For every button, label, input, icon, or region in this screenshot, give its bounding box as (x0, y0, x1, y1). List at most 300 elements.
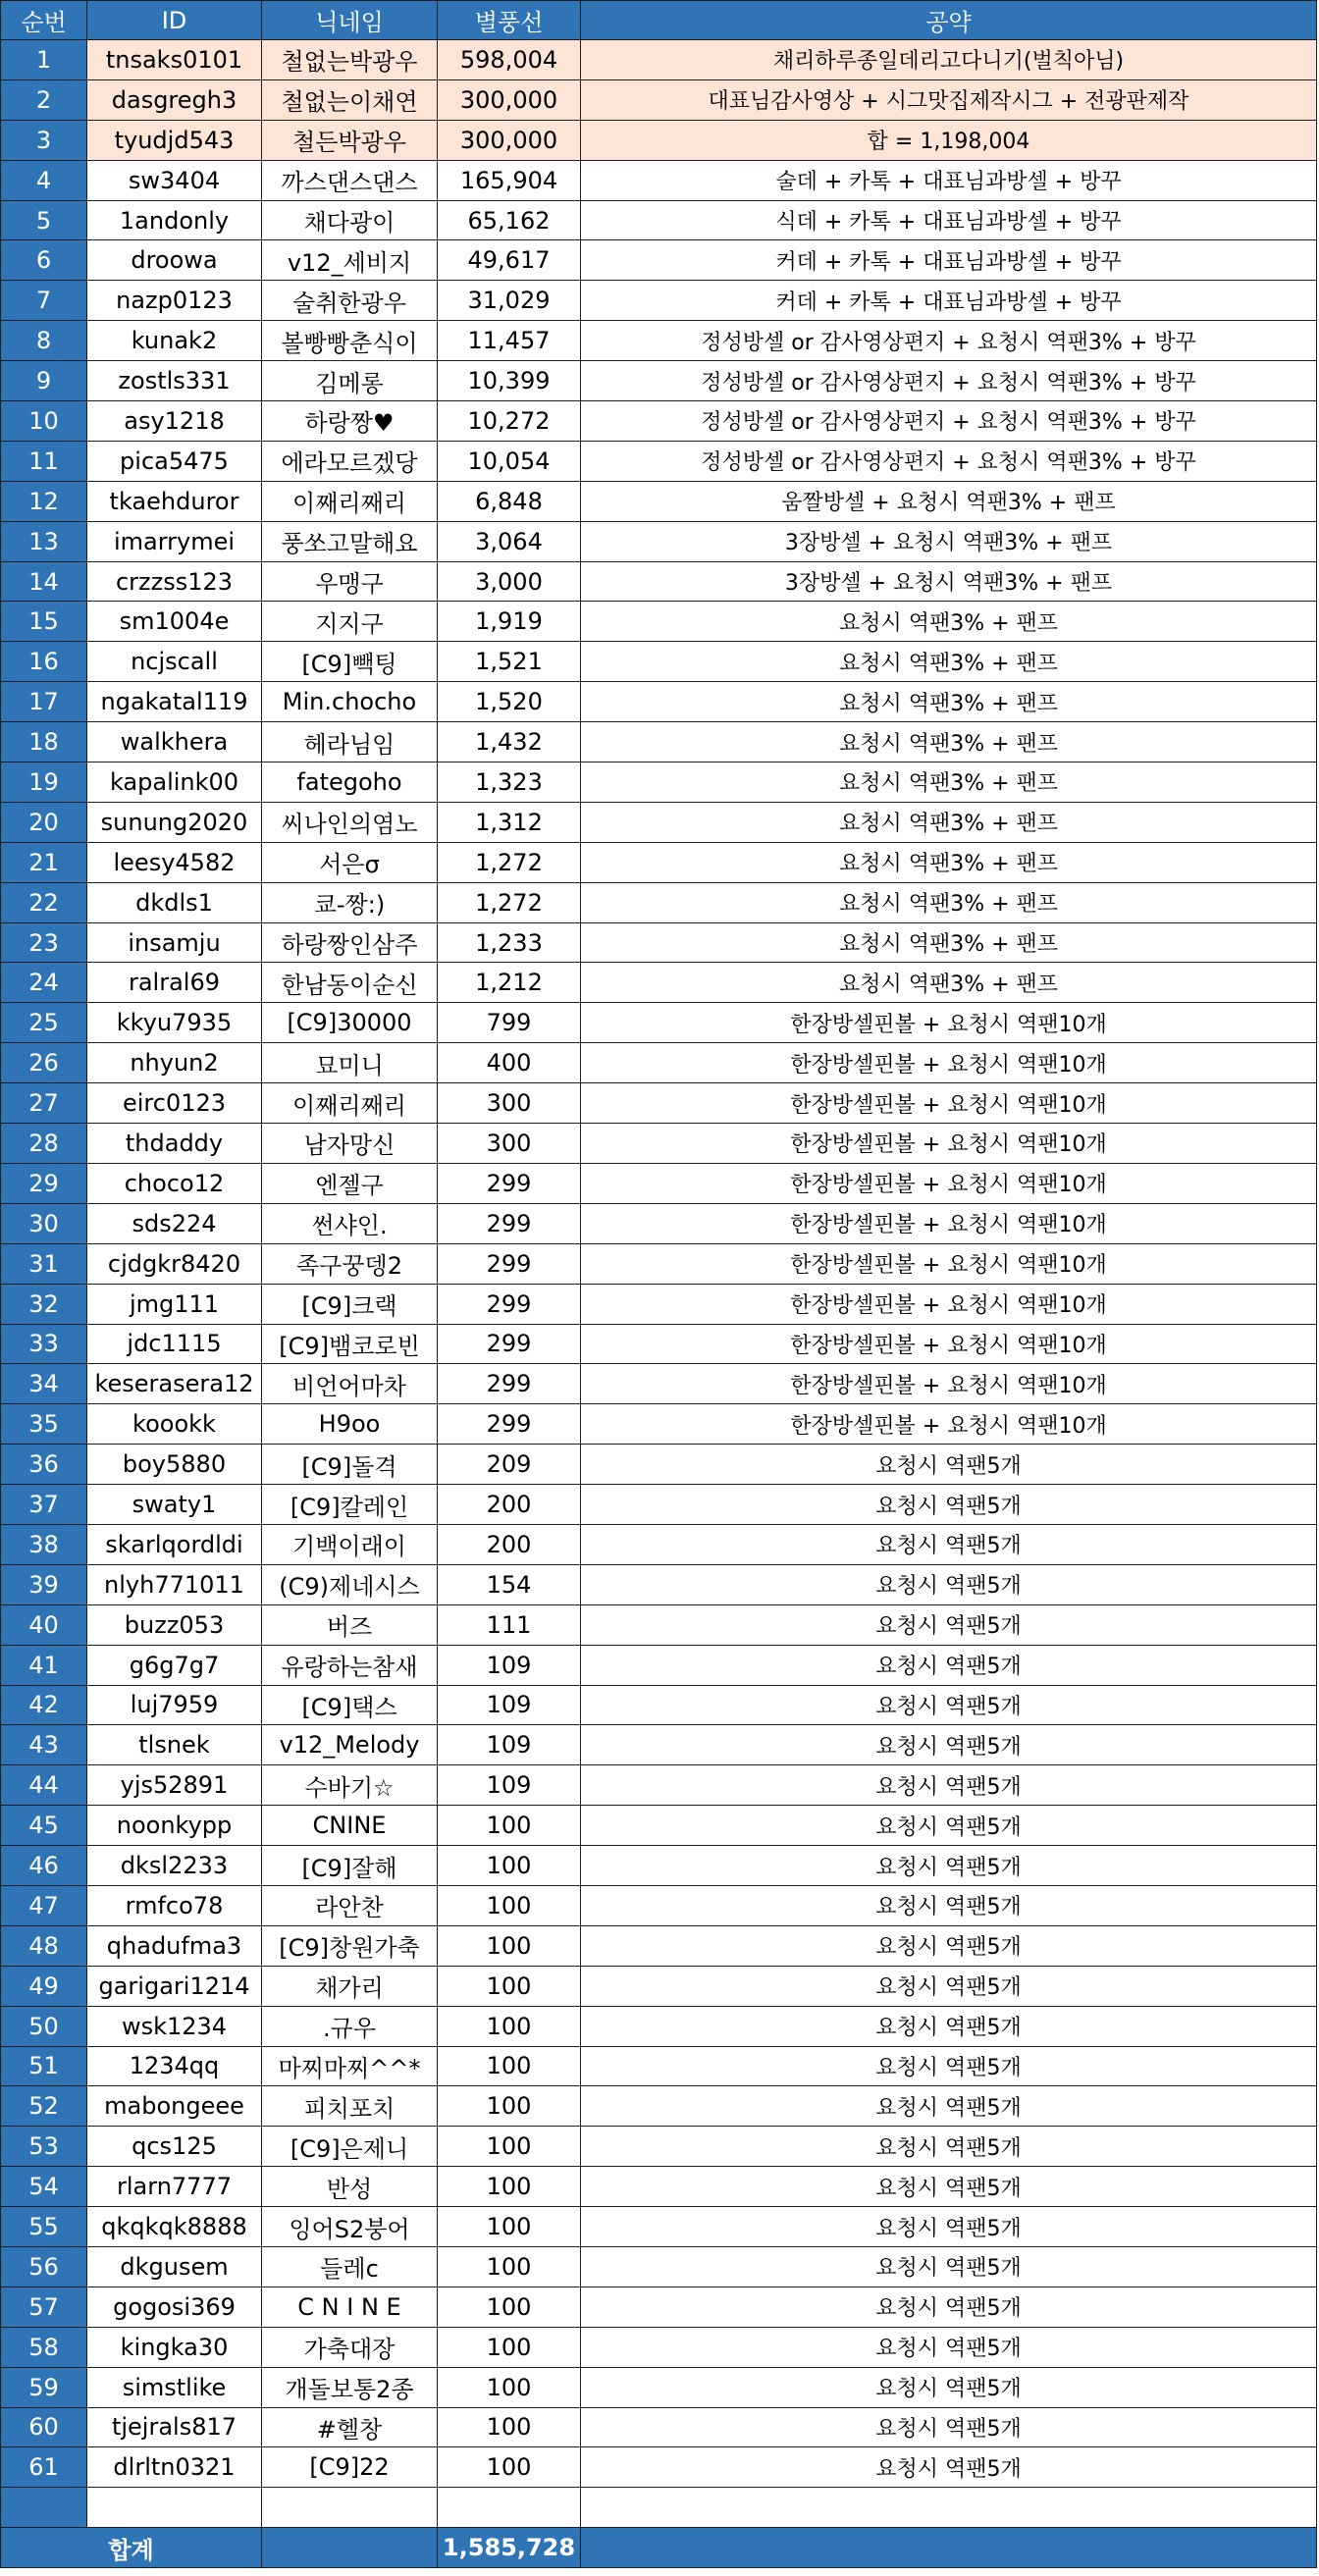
nickname-cell: [C9]칼레인 (262, 1485, 438, 1525)
rank-cell: 10 (1, 401, 87, 442)
table-row (1, 481, 1317, 521)
pledge-cell: 술데 + 카톡 + 대표님과방셀 + 방꾸 (581, 160, 1317, 200)
rank-cell: 32 (1, 1284, 87, 1324)
nickname-cell: 하랑짱인삼주 (262, 922, 438, 963)
table-row (1, 1163, 1317, 1203)
rank-cell: 57 (1, 2287, 87, 2327)
nickname-cell: H9oo (262, 1404, 438, 1445)
amount-cell: 49,617 (438, 240, 581, 281)
nickname-cell: [C9]잘해 (262, 1846, 438, 1886)
rank-cell: 18 (1, 722, 87, 762)
id-cell: nhyun2 (87, 1043, 262, 1083)
nickname-cell: v12_Melody (262, 1725, 438, 1765)
table-row (1, 240, 1317, 281)
id-cell: kkyu7935 (87, 1003, 262, 1043)
pledge-cell: 움짤방셀 + 요청시 역팬3% + 팬프 (581, 481, 1317, 521)
pledge-cell: 정성방셀 or 감사영상편지 + 요청시 역팬3% + 방꾸 (581, 361, 1317, 401)
header-amount: 별풍선 (438, 1, 581, 40)
id-cell: tjejrals817 (87, 2407, 262, 2447)
rank-cell: 38 (1, 1524, 87, 1564)
nickname-cell: (C9)제네시스 (262, 1564, 438, 1604)
rank-cell: 36 (1, 1445, 87, 1485)
pledge-cell: 요청시 역팬5개 (581, 1445, 1317, 1485)
rank-cell: 28 (1, 1124, 87, 1164)
rank-cell: 43 (1, 1725, 87, 1765)
table-row (1, 2046, 1317, 2086)
amount-cell: 209 (438, 1445, 581, 1485)
table-row (1, 1284, 1317, 1324)
amount-cell: 100 (438, 2127, 581, 2167)
table-row (1, 1083, 1317, 1124)
amount-cell: 3,000 (438, 561, 581, 602)
rank-cell: 31 (1, 1243, 87, 1284)
id-cell: cjdgkr8420 (87, 1243, 262, 1284)
pledge-cell: 요청시 역팬5개 (581, 1725, 1317, 1765)
id-cell: sm1004e (87, 602, 262, 642)
amount-cell: 100 (438, 2046, 581, 2086)
nickname-cell: .규우 (262, 2006, 438, 2046)
table-row (1, 1003, 1317, 1043)
nickname-cell: 반성 (262, 2167, 438, 2207)
rank-cell: 6 (1, 240, 87, 281)
rank-cell: 41 (1, 1645, 87, 1685)
rank-cell: 7 (1, 281, 87, 321)
table-row (1, 1846, 1317, 1886)
pledge-cell: 요청시 역팬5개 (581, 2207, 1317, 2247)
amount-cell: 200 (438, 1485, 581, 1525)
pledge-cell: 3장방셀 + 요청시 역팬3% + 팬프 (581, 561, 1317, 602)
nickname-cell: [C9]돌격 (262, 1445, 438, 1485)
pledge-cell: 요청시 역팬5개 (581, 1806, 1317, 1846)
nickname-cell: 이째리째리 (262, 481, 438, 521)
amount-cell: 1,272 (438, 842, 581, 882)
pledge-cell: 커데 + 카톡 + 대표님과방셀 + 방꾸 (581, 240, 1317, 281)
table-body (1, 40, 1317, 2528)
id-cell: zostls331 (87, 361, 262, 401)
amount-cell: 109 (438, 1765, 581, 1806)
amount-cell: 3,064 (438, 521, 581, 561)
nickname-cell: 채다광이 (262, 200, 438, 240)
nickname-cell: C N I N E (262, 2287, 438, 2327)
nickname-cell: 유랑하는참새 (262, 1645, 438, 1685)
id-cell: nazp0123 (87, 281, 262, 321)
pledge-cell: 채리하루종일데리고다니기(벌칙아님) (581, 40, 1317, 80)
rank-cell: 16 (1, 642, 87, 682)
pledge-cell: 요청시 역팬5개 (581, 1966, 1317, 2006)
id-cell: wsk1234 (87, 2006, 262, 2046)
id-cell: dkgusem (87, 2246, 262, 2287)
amount-cell: 100 (438, 2407, 581, 2447)
rank-cell: 42 (1, 1685, 87, 1725)
pledge-cell: 요청시 역팬3% + 팬프 (581, 882, 1317, 922)
rank-cell: 23 (1, 922, 87, 963)
pledge-cell: 한장방셀핀볼 + 요청시 역팬10개 (581, 1163, 1317, 1203)
rank-cell: 27 (1, 1083, 87, 1124)
table-row (1, 1243, 1317, 1284)
nickname-cell: 우맹구 (262, 561, 438, 602)
table-row (1, 2086, 1317, 2127)
rank-cell: 33 (1, 1324, 87, 1364)
pledge-cell: 요청시 역팬3% + 팬프 (581, 642, 1317, 682)
id-cell: g6g7g7 (87, 1645, 262, 1685)
total-row (1, 2528, 1317, 2568)
table-row (1, 1725, 1317, 1765)
rank-cell: 20 (1, 802, 87, 842)
table-row (1, 642, 1317, 682)
rank-cell: 44 (1, 1765, 87, 1806)
amount-cell: 1,520 (438, 682, 581, 722)
id-cell: ncjscall (87, 642, 262, 682)
nickname-cell: 하랑짱♥ (262, 401, 438, 442)
id-cell: kunak2 (87, 321, 262, 361)
pledge-cell: 요청시 역팬3% + 팬프 (581, 963, 1317, 1003)
nickname-cell: 풍쏘고말해요 (262, 521, 438, 561)
table-row (1, 2167, 1317, 2207)
pledge-cell: 대표님감사영상 + 시그맛집제작시그 + 전광판제작 (581, 79, 1317, 120)
id-cell: qkqkqk8888 (87, 2207, 262, 2247)
table-row (1, 321, 1317, 361)
amount-cell: 1,272 (438, 882, 581, 922)
table-row (1, 1685, 1317, 1725)
rank-cell: 9 (1, 361, 87, 401)
pledge-cell: 정성방셀 or 감사영상편지 + 요청시 역팬3% + 방꾸 (581, 441, 1317, 481)
pledge-cell: 요청시 역팬3% + 팬프 (581, 842, 1317, 882)
rank-cell: 37 (1, 1485, 87, 1525)
nickname-cell: 까스댄스댄스 (262, 160, 438, 200)
id-cell: thdaddy (87, 1124, 262, 1164)
pledge-cell: 요청시 역팬5개 (581, 2127, 1317, 2167)
nickname-cell: 기백이래이 (262, 1524, 438, 1564)
nickname-cell: 헤라님임 (262, 722, 438, 762)
id-cell: pica5475 (87, 441, 262, 481)
id-cell: imarrymei (87, 521, 262, 561)
id-cell: noonkypp (87, 1806, 262, 1846)
total-amount: 1,585,728 (438, 2528, 581, 2568)
rank-cell: 1 (1, 40, 87, 80)
amount-cell: 109 (438, 1725, 581, 1765)
rank-cell: 26 (1, 1043, 87, 1083)
nickname-cell: 족구꿍뎅2 (262, 1243, 438, 1284)
header-pledge: 공약 (581, 1, 1317, 40)
empty-cell (438, 2488, 581, 2528)
rank-cell: 30 (1, 1203, 87, 1243)
total-label: 합계 (1, 2528, 262, 2568)
table-row (1, 2447, 1317, 2488)
pledge-cell: 요청시 역팬3% + 팬프 (581, 762, 1317, 803)
id-cell: swaty1 (87, 1485, 262, 1525)
table-row (1, 1885, 1317, 1925)
pledge-cell: 요청시 역팬5개 (581, 2246, 1317, 2287)
pledge-cell: 한장방셀핀볼 + 요청시 역팬10개 (581, 1364, 1317, 1404)
amount-cell: 100 (438, 1885, 581, 1925)
id-cell: ngakatal119 (87, 682, 262, 722)
id-cell: qcs125 (87, 2127, 262, 2167)
id-cell: insamju (87, 922, 262, 963)
nickname-cell: fategoho (262, 762, 438, 803)
table-row (1, 802, 1317, 842)
id-cell: eirc0123 (87, 1083, 262, 1124)
pledge-cell: 한장방셀핀볼 + 요청시 역팬10개 (581, 1003, 1317, 1043)
table-row (1, 722, 1317, 762)
table-row (1, 521, 1317, 561)
pledge-cell: 요청시 역팬5개 (581, 2287, 1317, 2327)
total-pledge-blank (581, 2528, 1317, 2568)
pledge-cell: 요청시 역팬3% + 팬프 (581, 722, 1317, 762)
nickname-cell: [C9]크랙 (262, 1284, 438, 1324)
id-cell: droowa (87, 240, 262, 281)
table-row (1, 2207, 1317, 2247)
amount-cell: 1,233 (438, 922, 581, 963)
nickname-cell: [C9]30000 (262, 1003, 438, 1043)
table-row (1, 160, 1317, 200)
id-cell: nlyh771011 (87, 1564, 262, 1604)
pledge-cell: 식데 + 카톡 + 대표님과방셀 + 방꾸 (581, 200, 1317, 240)
id-cell: yjs52891 (87, 1765, 262, 1806)
rank-cell: 34 (1, 1364, 87, 1404)
amount-cell: 200 (438, 1524, 581, 1564)
table-row (1, 2407, 1317, 2447)
rank-cell: 53 (1, 2127, 87, 2167)
pledge-cell: 요청시 역팬5개 (581, 2086, 1317, 2127)
id-cell: simstlike (87, 2367, 262, 2407)
nickname-cell: 쿄-짱:) (262, 882, 438, 922)
id-cell: choco12 (87, 1163, 262, 1203)
id-cell: luj7959 (87, 1685, 262, 1725)
amount-cell: 100 (438, 2086, 581, 2127)
pledge-cell: 합 = 1,198,004 (581, 120, 1317, 160)
id-cell: kingka30 (87, 2327, 262, 2367)
nickname-cell: 묘미니 (262, 1043, 438, 1083)
rank-cell: 8 (1, 321, 87, 361)
id-cell: tyudjd543 (87, 120, 262, 160)
amount-cell: 100 (438, 2167, 581, 2207)
pledge-cell: 정성방셀 or 감사영상편지 + 요청시 역팬3% + 방꾸 (581, 401, 1317, 442)
id-cell: tkaehduror (87, 481, 262, 521)
pledge-cell: 요청시 역팬5개 (581, 1604, 1317, 1645)
nickname-cell: 엔젤구 (262, 1163, 438, 1203)
pledge-cell: 한장방셀핀볼 + 요청시 역팬10개 (581, 1404, 1317, 1445)
amount-cell: 299 (438, 1324, 581, 1364)
id-cell: ralral69 (87, 963, 262, 1003)
table-row (1, 441, 1317, 481)
nickname-cell: 철든박광우 (262, 120, 438, 160)
table-row (1, 401, 1317, 442)
nickname-cell: 이째리째리 (262, 1083, 438, 1124)
nickname-cell: 라안찬 (262, 1885, 438, 1925)
pledge-cell: 요청시 역팬3% + 팬프 (581, 682, 1317, 722)
id-cell: rmfco78 (87, 1885, 262, 1925)
pledge-cell: 요청시 역팬5개 (581, 1885, 1317, 1925)
pledge-cell: 요청시 역팬5개 (581, 1564, 1317, 1604)
header-nickname: 닉네임 (262, 1, 438, 40)
id-cell: jmg111 (87, 1284, 262, 1324)
id-cell: keserasera12 (87, 1364, 262, 1404)
id-cell: tnsaks0101 (87, 40, 262, 80)
table-row (1, 1604, 1317, 1645)
pledge-cell: 요청시 역팬5개 (581, 1524, 1317, 1564)
table-row (1, 2127, 1317, 2167)
nickname-cell: 채가리 (262, 1966, 438, 2006)
amount-cell: 300,000 (438, 120, 581, 160)
rank-cell: 56 (1, 2246, 87, 2287)
amount-cell: 109 (438, 1685, 581, 1725)
table-row (1, 1445, 1317, 1485)
amount-cell: 1,521 (438, 642, 581, 682)
pledge-cell: 3장방셀 + 요청시 역팬3% + 팬프 (581, 521, 1317, 561)
nickname-cell: 비언어마차 (262, 1364, 438, 1404)
nickname-cell: 지지구 (262, 602, 438, 642)
rank-cell: 40 (1, 1604, 87, 1645)
amount-cell: 100 (438, 2367, 581, 2407)
nickname-cell: [C9]빽팅 (262, 642, 438, 682)
id-cell: dlrltn0321 (87, 2447, 262, 2488)
rank-cell: 22 (1, 882, 87, 922)
amount-cell: 100 (438, 2287, 581, 2327)
amount-cell: 100 (438, 1806, 581, 1846)
id-cell: mabongeee (87, 2086, 262, 2127)
rank-cell: 35 (1, 1404, 87, 1445)
id-cell: crzzss123 (87, 561, 262, 602)
table-row (1, 1043, 1317, 1083)
amount-cell: 111 (438, 1604, 581, 1645)
table-row (1, 842, 1317, 882)
amount-cell: 1,312 (438, 802, 581, 842)
rank-cell: 17 (1, 682, 87, 722)
amount-cell: 11,457 (438, 321, 581, 361)
amount-cell: 10,399 (438, 361, 581, 401)
nickname-cell: 썬샤인. (262, 1203, 438, 1243)
nickname-cell: 철없는이채연 (262, 79, 438, 120)
nickname-cell: 개돌보통2종 (262, 2367, 438, 2407)
nickname-cell: 피치포치 (262, 2086, 438, 2127)
pledge-cell: 한장방셀핀볼 + 요청시 역팬10개 (581, 1124, 1317, 1164)
amount-cell: 165,904 (438, 160, 581, 200)
id-cell: garigari1214 (87, 1966, 262, 2006)
rank-cell: 54 (1, 2167, 87, 2207)
table-row (1, 1765, 1317, 1806)
pledge-cell: 요청시 역팬5개 (581, 2167, 1317, 2207)
amount-cell: 109 (438, 1645, 581, 1685)
table-row (1, 1564, 1317, 1604)
table-row (1, 2287, 1317, 2327)
nickname-cell: Min.chocho (262, 682, 438, 722)
nickname-cell: 들레c (262, 2246, 438, 2287)
id-cell: rlarn7777 (87, 2167, 262, 2207)
amount-cell: 65,162 (438, 200, 581, 240)
table-row (1, 922, 1317, 963)
id-cell: koookk (87, 1404, 262, 1445)
rank-cell: 55 (1, 2207, 87, 2247)
pledge-cell: 요청시 역팬5개 (581, 1645, 1317, 1685)
pledge-cell: 한장방셀핀볼 + 요청시 역팬10개 (581, 1284, 1317, 1324)
id-cell: dasgregh3 (87, 79, 262, 120)
table-row (1, 2367, 1317, 2407)
id-cell: sunung2020 (87, 802, 262, 842)
table-row (1, 1404, 1317, 1445)
amount-cell: 100 (438, 1925, 581, 1966)
table-row (1, 882, 1317, 922)
amount-cell: 100 (438, 2207, 581, 2247)
rank-cell: 19 (1, 762, 87, 803)
rank-cell: 47 (1, 1885, 87, 1925)
rank-cell: 2 (1, 79, 87, 120)
id-cell: dksl2233 (87, 1846, 262, 1886)
nickname-cell: 씨나인의염노 (262, 802, 438, 842)
amount-cell: 31,029 (438, 281, 581, 321)
amount-cell: 100 (438, 2327, 581, 2367)
table-row (1, 79, 1317, 120)
amount-cell: 300 (438, 1124, 581, 1164)
table-row (1, 1485, 1317, 1525)
id-cell: buzz053 (87, 1604, 262, 1645)
rank-cell: 58 (1, 2327, 87, 2367)
pledge-cell: 요청시 역팬3% + 팬프 (581, 602, 1317, 642)
id-cell: leesy4582 (87, 842, 262, 882)
pledge-cell: 한장방셀핀볼 + 요청시 역팬10개 (581, 1203, 1317, 1243)
table-row (1, 561, 1317, 602)
pledge-cell: 요청시 역팬5개 (581, 2327, 1317, 2367)
amount-cell: 299 (438, 1243, 581, 1284)
id-cell: walkhera (87, 722, 262, 762)
table-row (1, 2246, 1317, 2287)
rank-cell: 4 (1, 160, 87, 200)
table-row (1, 2006, 1317, 2046)
nickname-cell: [C9]22 (262, 2447, 438, 2488)
table-footer (1, 2528, 1317, 2568)
pledge-cell: 한장방셀핀볼 + 요청시 역팬10개 (581, 1043, 1317, 1083)
id-cell: boy5880 (87, 1445, 262, 1485)
pledge-cell: 한장방셀핀볼 + 요청시 역팬10개 (581, 1083, 1317, 1124)
table-row (1, 1645, 1317, 1685)
rank-cell: 61 (1, 2447, 87, 2488)
rank-cell: 29 (1, 1163, 87, 1203)
amount-cell: 100 (438, 2447, 581, 2488)
pledge-cell: 요청시 역팬5개 (581, 1925, 1317, 1966)
nickname-cell: 서은σ (262, 842, 438, 882)
amount-cell: 1,919 (438, 602, 581, 642)
table-row (1, 1806, 1317, 1846)
table-row (1, 1324, 1317, 1364)
rank-cell: 60 (1, 2407, 87, 2447)
nickname-cell: [C9]창원가축 (262, 1925, 438, 1966)
amount-cell: 154 (438, 1564, 581, 1604)
amount-cell: 598,004 (438, 40, 581, 80)
empty-cell (87, 2488, 262, 2528)
nickname-cell: 수바기☆ (262, 1765, 438, 1806)
amount-cell: 400 (438, 1043, 581, 1083)
nickname-cell: 김메롱 (262, 361, 438, 401)
amount-cell: 10,272 (438, 401, 581, 442)
table-row (1, 1524, 1317, 1564)
amount-cell: 1,323 (438, 762, 581, 803)
table-row (1, 1966, 1317, 2006)
amount-cell: 299 (438, 1163, 581, 1203)
rank-cell: 21 (1, 842, 87, 882)
pledge-cell: 한장방셀핀볼 + 요청시 역팬10개 (581, 1324, 1317, 1364)
nickname-cell: 잉어S2붕어 (262, 2207, 438, 2247)
nickname-cell: 버즈 (262, 1604, 438, 1645)
header-id: ID (87, 1, 262, 40)
id-cell: skarlqordldi (87, 1524, 262, 1564)
rank-cell: 48 (1, 1925, 87, 1966)
rank-cell: 5 (1, 200, 87, 240)
amount-cell: 1,432 (438, 722, 581, 762)
nickname-cell: 가축대장 (262, 2327, 438, 2367)
table-row (1, 200, 1317, 240)
table-row (1, 281, 1317, 321)
pledge-cell: 요청시 역팬5개 (581, 2367, 1317, 2407)
amount-cell: 1,212 (438, 963, 581, 1003)
